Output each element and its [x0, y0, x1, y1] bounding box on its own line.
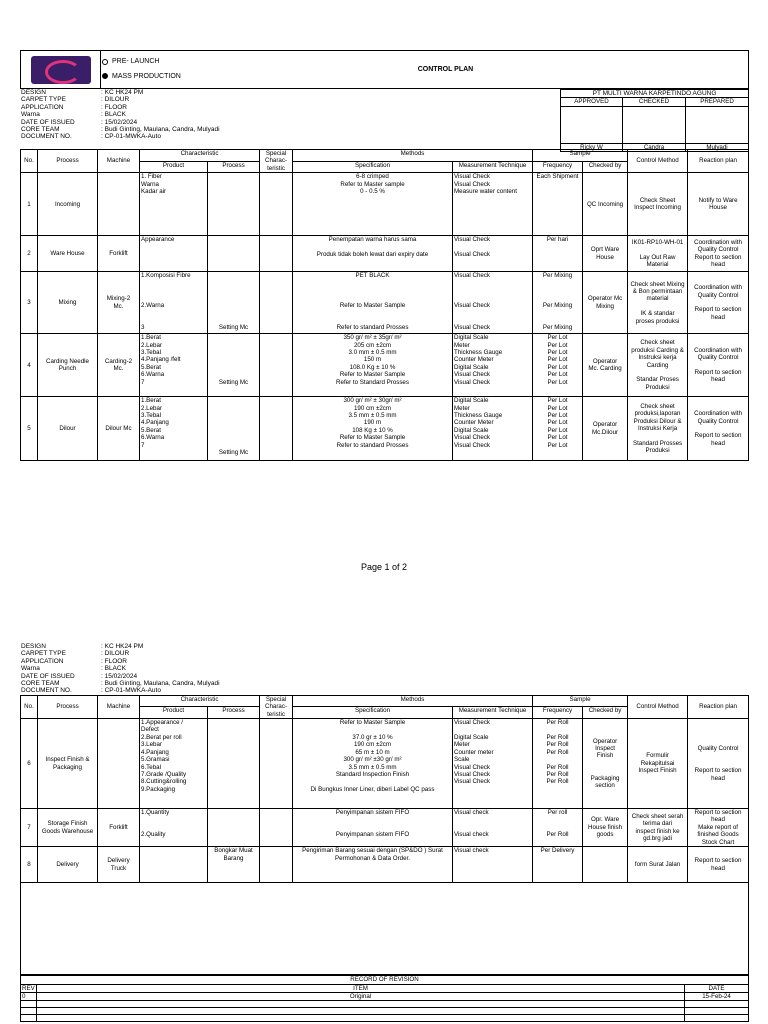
info-label: DESIGN — [21, 643, 46, 650]
revision-empty-cell — [21, 1015, 37, 1022]
methods-header: Methods — [293, 150, 533, 162]
table-row — [21, 847, 749, 883]
control-plan-table-1 — [20, 149, 749, 461]
row-process: Storage Finish Goods Warehouse — [38, 809, 98, 847]
info-row — [20, 96, 380, 103]
row-process: Inspect Finish & Packaging — [38, 719, 98, 809]
info-value: : CP-01-MWKA-Auto — [101, 133, 161, 141]
row-reaction-plan: Coordination with Quality Control Report to section head — [688, 397, 749, 461]
revision-empty-cell — [21, 1008, 37, 1015]
row-checked-by: Oprt Ware House — [583, 236, 628, 272]
sample-header: Sample — [533, 695, 628, 707]
row-special — [260, 173, 293, 236]
row-specification: Penyimpanan sistem FIFO Penyimpanan sistem FIFO — [293, 809, 453, 847]
characteristic-header: Characteristic — [140, 150, 260, 162]
row-special — [260, 847, 293, 883]
info-table-2 — [20, 643, 380, 695]
header-table — [20, 50, 749, 89]
control-method-header: Control Method — [628, 150, 688, 173]
row-control-method: Check sheet produksi,laporan Produksi Dilour & Instruksi Kerja Standard Prosses Produksi — [628, 397, 688, 461]
table-row — [21, 809, 749, 847]
row-frequency: Per Delivery — [533, 847, 583, 883]
company-name: PT MULTI WARNA KARPETINDO AGUNG — [561, 90, 749, 98]
row-number: 1 — [21, 173, 38, 236]
info-label: APPLICATION — [21, 657, 64, 665]
info-row — [20, 119, 380, 126]
info-value: : 15/02/2024 — [101, 118, 138, 126]
revision-empty-cell — [685, 1008, 749, 1015]
item-header: ITEM — [37, 984, 685, 992]
special-characteristic-header: Special Charac-teristic — [260, 695, 293, 718]
row-checked-by: Operator Mc Mixing — [583, 272, 628, 334]
row-measurement: Visual Check Visual Check Measure water content — [453, 173, 533, 236]
row-reaction-plan: Notify to Ware House — [688, 173, 749, 236]
row-number: 5 — [21, 397, 38, 461]
row-product: 1.Quantity 2.Quality — [140, 809, 208, 847]
revision-date: 15-Feb-24 — [685, 992, 749, 1000]
control-plan-table-2 — [20, 695, 749, 975]
row-specification: 350 gr/ m² ± 35gr/ m² 205 cm ±2cm 3.0 mm ± 0.5 mm 150 m 108.0 Kg ± 10 % Refer to Master Sample Refer to Standard Prosses — [293, 334, 453, 397]
revision-empty-cell — [37, 1008, 685, 1015]
sample-header: Sample — [533, 150, 628, 162]
row-special — [260, 397, 293, 461]
product-header: Product — [140, 707, 208, 719]
frequency-header: Frequency — [533, 161, 583, 173]
row-product: 1. Fiber Warna Kadar air — [140, 173, 208, 236]
checked-by-header: Checked by — [583, 707, 628, 719]
row-frequency: Per Roll Per Roll Per Roll Per Roll Per Roll Per Roll Per Roll — [533, 719, 583, 809]
page-number: Page 1 of 2 — [360, 562, 408, 572]
row-number: 7 — [21, 809, 38, 847]
checker-name: Candra — [623, 143, 686, 151]
product-header: Product — [140, 161, 208, 173]
row-frequency: Per Lot Per Lot Per Lot Per Lot Per Lot Per Lot Per Lot — [533, 397, 583, 461]
row-specification: Penempatan warna harus sama Produk tidak boleh lewat dari expiry date — [293, 236, 453, 272]
info-row — [20, 133, 380, 140]
info-row — [20, 680, 380, 687]
revision-empty-row — [21, 1015, 749, 1022]
measurement-header: Measurement Technique — [453, 161, 533, 173]
frequency-header: Frequency — [533, 707, 583, 719]
row-frequency: Per Lot Per Lot Per Lot Per Lot Per Lot Per Lot Per Lot — [533, 334, 583, 397]
reaction-plan-header: Reaction plan — [688, 695, 749, 718]
row-reaction-plan: Report to section head Make report of finished Goods Stock Chart — [688, 809, 749, 847]
revision-empty-cell — [21, 1001, 37, 1008]
info-value: : Budi Ginting, Maulana, Candra, Mulyadi — [101, 680, 220, 688]
info-label: Warna — [21, 111, 40, 119]
row-special — [260, 809, 293, 847]
row-process-characteristic — [208, 173, 260, 236]
row-machine: Delivery Truck — [98, 847, 140, 883]
table-row — [21, 236, 749, 272]
info-row — [20, 673, 380, 680]
info-label: CARPET TYPE — [21, 650, 66, 658]
control-plan-page-2 — [20, 643, 748, 1022]
revision-number: 0 — [21, 992, 37, 1000]
row-process: Ware House — [38, 236, 98, 272]
info-value: : BLACK — [101, 111, 126, 119]
row-special — [260, 272, 293, 334]
row-machine — [98, 719, 140, 809]
info-row — [20, 104, 380, 111]
info-row — [20, 658, 380, 665]
row-product: 1.Komposisi Fibre 2.Warna 3 — [140, 272, 208, 334]
row-measurement: Visual check — [453, 847, 533, 883]
info-label: CARPET TYPE — [21, 96, 66, 104]
info-label: DATE OF ISSUED — [21, 118, 75, 126]
prepared-label: PREPARED — [686, 98, 749, 106]
info-row — [20, 643, 380, 650]
mass-production-label: MASS PRODUCTION — [112, 73, 181, 81]
row-special — [260, 719, 293, 809]
info-label: DOCUMENT NO. — [21, 687, 72, 695]
info-value: : CP-01-MWKA-Auto — [101, 687, 161, 695]
info-label: DESIGN — [21, 89, 46, 97]
checked-signature-box — [623, 106, 686, 143]
row-product: Appearance — [140, 236, 208, 272]
row-checked-by: Operator Mc.Dilour — [583, 397, 628, 461]
row-reaction-plan: Coordination with Quality Control Report to section head — [688, 272, 749, 334]
row-product: 1.Berat 2.Lebar 3.Tebal 4.Panjang /felt 5.Berat 6.Warna 7 — [140, 334, 208, 397]
info-label: CORE TEAM — [21, 126, 60, 134]
row-measurement: Digital Scale Meter Thickness Gauge Counter Meter Digital Scale Visual Check Visual Check — [453, 334, 533, 397]
blank-area — [21, 883, 749, 975]
row-control-method: Check sheet Mixing & Bon permintaan material IK & standar proses produksi — [628, 272, 688, 334]
table-row — [21, 397, 749, 461]
info-value: : DILOUR — [101, 96, 130, 104]
revision-empty-cell — [685, 1001, 749, 1008]
revision-empty-row — [21, 1008, 749, 1015]
row-machine: Forklift — [98, 236, 140, 272]
mass-production-radio-icon — [102, 73, 108, 79]
row-product — [140, 847, 208, 883]
row-machine: Forklift — [98, 809, 140, 847]
row-frequency: Per hari — [533, 236, 583, 272]
row-checked-by: QC Incoming — [583, 173, 628, 236]
approval-table — [560, 89, 749, 152]
info-row — [20, 687, 380, 694]
measurement-header: Measurement Technique — [453, 707, 533, 719]
row-specification: 300 gr/ m² ± 30gr/ m² 190 cm ±2cm 3.5 mm ± 0.5 mm 190 m 108 Kg ± 10 % Refer to Master Sample Refer to standard Prosses — [293, 397, 453, 461]
pre-launch-label: PRE- LAUNCH — [112, 58, 160, 66]
control-method-header: Control Method — [628, 695, 688, 718]
row-process-characteristic: Setting Mc — [208, 334, 260, 397]
info-table — [20, 89, 380, 141]
row-process-characteristic — [208, 236, 260, 272]
process-sub-header: Process — [208, 161, 260, 173]
info-row — [20, 126, 380, 133]
rev-header: REV — [22, 984, 35, 992]
table-row — [21, 334, 749, 397]
row-control-method: Check sheet serah terima dari inspect finish ke gd.brg jadi — [628, 809, 688, 847]
row-reaction-plan: Coordination with Quality Control Report to section head — [688, 236, 749, 272]
info-value: : 15/02/2024 — [101, 672, 138, 680]
row-specification: 6-8 crimped Refer to Master sample 0 - 0.5 % — [293, 173, 453, 236]
revision-empty-cell — [37, 1015, 685, 1022]
row-control-method: Check sheet produksi Carding & Instruksi kerja Carding Standar Proses Produksi — [628, 334, 688, 397]
info-value: : BLACK — [101, 665, 126, 673]
approved-signature-box — [561, 106, 623, 143]
specification-header: Specification — [293, 161, 453, 173]
row-control-method: Formulir Rekapitulsai Inspect Finish — [628, 719, 688, 809]
row-product: 1.Berat 2.Lebar 3.Tebal 4.Panjang 5.Berat 6.Warna 7 — [140, 397, 208, 461]
row-process: Carding Needle Punch — [38, 334, 98, 397]
specification-header: Specification — [293, 707, 453, 719]
company-logo — [31, 56, 91, 84]
row-measurement: Visual Check Visual Check — [453, 236, 533, 272]
info-value: : Budi Ginting, Maulana, Candra, Mulyadi — [101, 126, 220, 134]
row-measurement: Visual Check Digital Scale Meter Counter meter Scale Visual Check Visual Check Visual Check — [453, 719, 533, 809]
process-header: Process — [38, 695, 98, 718]
info-row — [20, 89, 380, 96]
info-value: : FLOOR — [101, 103, 128, 111]
row-checked-by: Operator Inspect Finish Packaging section — [583, 719, 628, 809]
row-number: 4 — [21, 334, 38, 397]
info-value: : FLOOR — [101, 657, 128, 665]
row-control-method: IK01-RP10-WH-01 Lay Out Raw Material — [628, 236, 688, 272]
info-row — [20, 111, 380, 118]
info-row — [20, 650, 380, 657]
row-product: 1.Appearance / Defect 2.Berat per roll 3.Lebar 4.Panjang 5.Gramasi 6.Tebal 7.Grade /Quality 8.Cutting&rolling 9.Packaging — [140, 719, 208, 809]
approved-label: APPROVED — [561, 98, 623, 106]
no-header: No. — [21, 150, 38, 173]
revision-title: RECORD OF REVISION — [21, 976, 749, 984]
table-row — [21, 719, 749, 809]
row-number: 6 — [21, 719, 38, 809]
reaction-plan-header: Reaction plan — [688, 150, 749, 173]
row-reaction-plan: Report to section head — [688, 847, 749, 883]
machine-header: Machine — [98, 150, 140, 173]
revision-empty-cell — [37, 1001, 685, 1008]
row-measurement: Digital Scale Meter Thickness Gauge Counter Meter Digital Scale Visual Check Visual Check — [453, 397, 533, 461]
methods-header: Methods — [293, 695, 533, 707]
row-process-characteristic — [208, 719, 260, 809]
row-frequency: Per Mixing Per Mixing Per Mixing — [533, 272, 583, 334]
row-process: Dilour — [38, 397, 98, 461]
row-special — [260, 334, 293, 397]
row-machine: Dilour Mc — [98, 397, 140, 461]
row-process: Delivery — [38, 847, 98, 883]
row-number: 8 — [21, 847, 38, 883]
row-process-characteristic — [208, 809, 260, 847]
info-label: APPLICATION — [21, 103, 64, 111]
row-special — [260, 236, 293, 272]
revision-row — [21, 992, 749, 1000]
info-row — [20, 665, 380, 672]
info-label: DATE OF ISSUED — [21, 672, 75, 680]
row-measurement: Visual Check Visual Check Visual Check — [453, 272, 533, 334]
pre-launch-radio-icon — [102, 59, 108, 65]
row-control-method: Check Sheet Inspect Incoming — [628, 173, 688, 236]
row-process: Mixing — [38, 272, 98, 334]
row-checked-by: Operator Mc. Carding — [583, 334, 628, 397]
row-reaction-plan: Quality Control Report to section head — [688, 719, 749, 809]
revision-item: Original — [37, 992, 685, 1000]
info-value: : KC HK24 PM — [101, 643, 144, 650]
approver-name: Ricky W — [561, 143, 623, 151]
row-process-characteristic: Bongkar Muat Barang — [208, 847, 260, 883]
row-specification: PET BLACK Refer to Master Sample Refer to standard Prosses — [293, 272, 453, 334]
revision-empty-row — [21, 1001, 749, 1008]
row-frequency: Each Shipment — [533, 173, 583, 236]
row-specification: Refer to Master Sample 37.0 gr ± 10 % 190 cm ±2cm 65 m ± 10 m 300 gr/ m² ±30 gr/ m² 3.5 mm ± 0.5 mm Standard Inspection Finish Di Bungkus Inner Liner, diberi Label QC pass — [293, 719, 453, 809]
row-measurement: Visual check Visual check — [453, 809, 533, 847]
info-label: DOCUMENT NO. — [21, 133, 72, 141]
row-checked-by: Opr. Ware House finish goods — [583, 809, 628, 847]
control-plan-page-1 — [20, 50, 748, 461]
checked-by-header: Checked by — [583, 161, 628, 173]
row-number: 3 — [21, 272, 38, 334]
checked-label: CHECKED — [623, 98, 686, 106]
row-process-characteristic: Setting Mc — [208, 397, 260, 461]
table-row — [21, 272, 749, 334]
table-row — [21, 173, 749, 236]
row-process: Incoming — [38, 173, 98, 236]
info-value: : KC HK24 PM — [101, 89, 144, 97]
special-characteristic-header: Special Charac-teristic — [260, 150, 293, 173]
row-number: 2 — [21, 236, 38, 272]
info-value: : DILOUR — [101, 650, 130, 658]
document-title: CONTROL PLAN — [331, 51, 561, 89]
row-machine: Carding-2 Mc. — [98, 334, 140, 397]
row-control-method: form Surat Jalan — [628, 847, 688, 883]
row-specification: Pengiriman Barang sesuai dengan (SP&DO ) Surat Permohonan & Data Order. — [293, 847, 453, 883]
row-machine — [98, 173, 140, 236]
row-reaction-plan: Coordination with Quality Control Report to section head — [688, 334, 749, 397]
preparer-name: Mulyadi — [686, 143, 749, 151]
no-header: No. — [21, 695, 38, 718]
info-label: Warna — [21, 665, 40, 673]
info-label: CORE TEAM — [21, 680, 60, 688]
characteristic-header: Characteristic — [140, 695, 260, 707]
process-header: Process — [38, 150, 98, 173]
row-process-characteristic: Setting Mc — [208, 272, 260, 334]
machine-header: Machine — [98, 695, 140, 718]
date-header: DATE — [685, 984, 749, 992]
row-frequency: Per roll Per Roll — [533, 809, 583, 847]
row-machine: Mixing-2 Mc. — [98, 272, 140, 334]
process-sub-header: Process — [208, 707, 260, 719]
revision-empty-cell — [685, 1015, 749, 1022]
row-checked-by — [583, 847, 628, 883]
logo-cell — [21, 51, 101, 89]
prepared-signature-box — [686, 106, 749, 143]
revision-table — [20, 975, 749, 1022]
